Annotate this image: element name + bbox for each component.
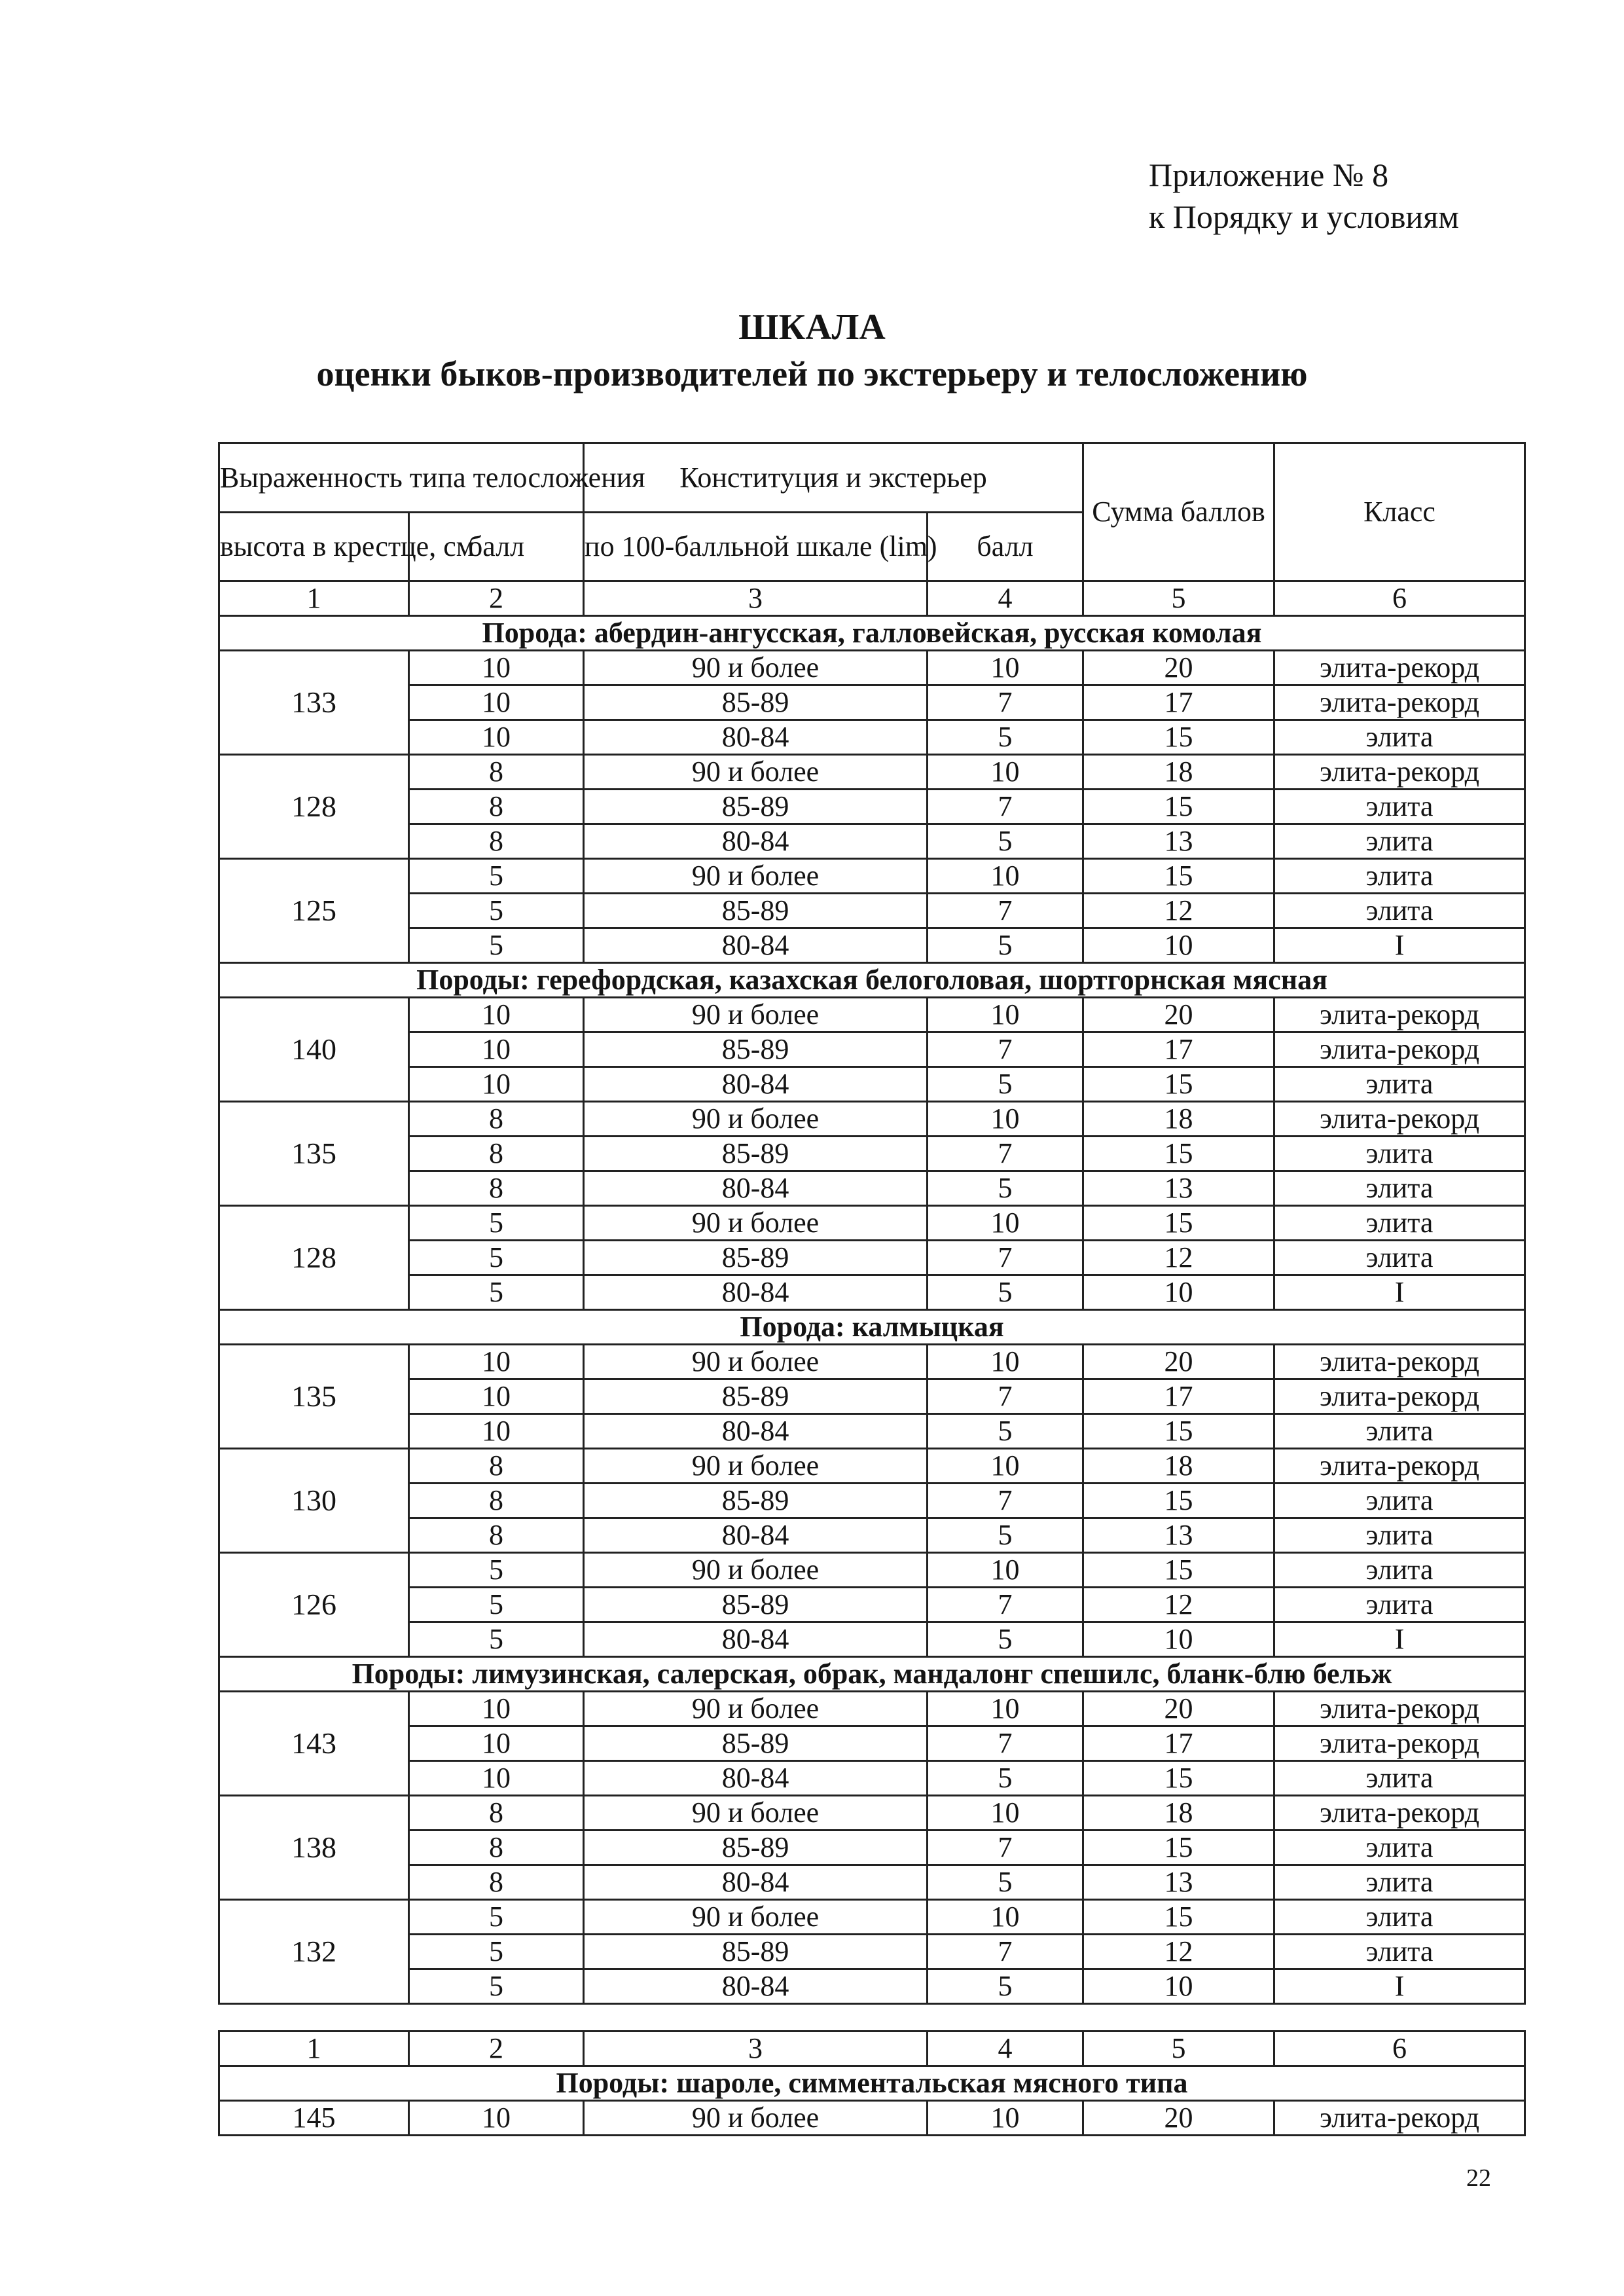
score-cell: 5 — [409, 1553, 584, 1588]
scale-cell: 85-89 — [584, 1137, 928, 1171]
scale-cell: 85-89 — [584, 1831, 928, 1865]
score2-cell: 10 — [928, 651, 1083, 685]
score-cell: 10 — [409, 1726, 584, 1761]
document-subtitle: оценки быков-производителей по экстерьеру и телосложению — [316, 354, 1308, 393]
total-cell: 20 — [1083, 1345, 1274, 1379]
table-row — [219, 1935, 1525, 1969]
class-cell: элита-рекорд — [1274, 685, 1525, 720]
total-cell: 20 — [1083, 998, 1274, 1032]
table-row — [219, 685, 1525, 720]
scale-cell: 80-84 — [584, 1067, 928, 1102]
continuation-table — [218, 2030, 1526, 2136]
score2-cell: 10 — [928, 2101, 1083, 2136]
class-cell: элита — [1274, 1831, 1525, 1865]
table-row — [219, 894, 1525, 928]
column-number: 1 — [219, 581, 409, 616]
table-row — [219, 859, 1525, 894]
total-cell: 18 — [1083, 1102, 1274, 1137]
column-number: 5 — [1083, 581, 1274, 616]
table-row — [219, 1484, 1525, 1518]
scale-cell: 80-84 — [584, 1414, 928, 1449]
score-cell: 5 — [409, 1206, 584, 1241]
scale-cell: 85-89 — [584, 894, 928, 928]
scale-cell: 90 и более — [584, 1553, 928, 1588]
table-row — [219, 1865, 1525, 1900]
table-row — [219, 1518, 1525, 1553]
score-cell: 8 — [409, 1102, 584, 1137]
column-number: 2 — [409, 2032, 584, 2066]
score2-cell: 5 — [928, 1865, 1083, 1900]
score-cell: 10 — [409, 1032, 584, 1067]
total-cell: 15 — [1083, 1206, 1274, 1241]
score-cell: 10 — [409, 720, 584, 755]
class-cell: элита-рекорд — [1274, 1379, 1525, 1414]
score2-cell: 10 — [928, 859, 1083, 894]
scale-cell: 90 и более — [584, 1345, 928, 1379]
score2-cell: 7 — [928, 1379, 1083, 1414]
score-cell: 5 — [409, 1935, 584, 1969]
header-body-type: Выраженность типа телосложения — [219, 443, 584, 513]
total-cell: 18 — [1083, 1449, 1274, 1484]
height-cell: 128 — [219, 755, 409, 859]
score2-cell: 5 — [928, 824, 1083, 859]
score-cell: 5 — [409, 1969, 584, 2004]
score2-cell: 5 — [928, 1761, 1083, 1796]
score2-cell: 7 — [928, 1137, 1083, 1171]
total-cell: 17 — [1083, 685, 1274, 720]
total-cell: 12 — [1083, 1241, 1274, 1275]
score-cell: 10 — [409, 2101, 584, 2136]
class-cell: элита — [1274, 894, 1525, 928]
scale-cell: 85-89 — [584, 1241, 928, 1275]
table-row — [219, 998, 1525, 1032]
class-cell: элита — [1274, 1206, 1525, 1241]
height-cell: 132 — [219, 1900, 409, 2004]
breed-row: Порода: калмыцкая — [219, 1310, 1525, 1345]
height-cell: 145 — [219, 2101, 409, 2136]
height-cell: 135 — [219, 1102, 409, 1206]
total-cell: 17 — [1083, 1726, 1274, 1761]
total-cell: 17 — [1083, 1379, 1274, 1414]
total-cell: 12 — [1083, 894, 1274, 928]
table-row — [219, 755, 1525, 790]
score-cell: 8 — [409, 1171, 584, 1206]
total-cell: 15 — [1083, 720, 1274, 755]
score2-cell: 10 — [928, 1102, 1083, 1137]
score2-cell: 10 — [928, 1449, 1083, 1484]
score2-cell: 7 — [928, 1484, 1083, 1518]
breed-row: Породы: герефордская, казахская белоголовая, шортгорнская мясная — [219, 963, 1525, 998]
total-cell: 15 — [1083, 1137, 1274, 1171]
table-row — [219, 1553, 1525, 1588]
height-cell: 143 — [219, 1692, 409, 1796]
table-row — [219, 1032, 1525, 1067]
total-cell: 15 — [1083, 1761, 1274, 1796]
scale-cell: 90 и более — [584, 1796, 928, 1831]
class-cell: элита — [1274, 1553, 1525, 1588]
table-row — [219, 1831, 1525, 1865]
scale-cell: 90 и более — [584, 755, 928, 790]
scale-cell: 90 и более — [584, 1102, 928, 1137]
class-cell: элита — [1274, 790, 1525, 824]
scale-cell: 80-84 — [584, 1518, 928, 1553]
table-row — [219, 1137, 1525, 1171]
scale-cell: 80-84 — [584, 1275, 928, 1310]
class-cell: элита — [1274, 720, 1525, 755]
score2-cell: 5 — [928, 1414, 1083, 1449]
total-cell: 10 — [1083, 1969, 1274, 2004]
table-row — [219, 1414, 1525, 1449]
column-number: 4 — [928, 2032, 1083, 2066]
header-score: балл — [409, 513, 584, 581]
header-constitution: Конституция и экстерьер — [584, 443, 1083, 513]
height-cell: 133 — [219, 651, 409, 755]
score2-cell: 5 — [928, 1518, 1083, 1553]
total-cell: 15 — [1083, 1831, 1274, 1865]
class-cell: элита-рекорд — [1274, 1796, 1525, 1831]
score-cell: 8 — [409, 1484, 584, 1518]
class-cell: элита — [1274, 1900, 1525, 1935]
scale-cell: 90 и более — [584, 1692, 928, 1726]
score2-cell: 10 — [928, 1553, 1083, 1588]
score-cell: 5 — [409, 1588, 584, 1622]
score2-cell: 7 — [928, 685, 1083, 720]
class-cell: элита — [1274, 1935, 1525, 1969]
score-cell: 5 — [409, 928, 584, 963]
scale-cell: 85-89 — [584, 1935, 928, 1969]
scale-cell: 85-89 — [584, 685, 928, 720]
table-row — [219, 1275, 1525, 1310]
column-number: 1 — [219, 2032, 409, 2066]
appendix-note — [1149, 154, 1574, 238]
total-cell: 15 — [1083, 1067, 1274, 1102]
score-cell: 8 — [409, 1796, 584, 1831]
breed-row: Порода: абердин-ангусская, галловейская, русская комолая — [219, 616, 1525, 651]
total-cell: 20 — [1083, 2101, 1274, 2136]
class-cell: элита-рекорд — [1274, 1692, 1525, 1726]
score2-cell: 7 — [928, 1726, 1083, 1761]
score2-cell: 10 — [928, 1692, 1083, 1726]
table-row — [219, 1345, 1525, 1379]
table-row — [219, 1622, 1525, 1657]
page-number: 22 — [1466, 2164, 1491, 2192]
header-score-2: балл — [928, 513, 1083, 581]
score-cell: 5 — [409, 1275, 584, 1310]
scale-cell: 80-84 — [584, 928, 928, 963]
class-cell: элита-рекорд — [1274, 2101, 1525, 2136]
table-row — [219, 1969, 1525, 2004]
score-cell: 8 — [409, 755, 584, 790]
total-cell: 12 — [1083, 1935, 1274, 1969]
table-row — [219, 1171, 1525, 1206]
total-cell: 10 — [1083, 1275, 1274, 1310]
table-row — [219, 1379, 1525, 1414]
class-cell: элита — [1274, 1588, 1525, 1622]
total-cell: 10 — [1083, 1622, 1274, 1657]
scale-cell: 80-84 — [584, 1969, 928, 2004]
score-cell: 10 — [409, 1345, 584, 1379]
class-cell: элита — [1274, 1761, 1525, 1796]
table-row — [219, 1102, 1525, 1137]
height-cell: 126 — [219, 1553, 409, 1657]
score2-cell: 5 — [928, 1275, 1083, 1310]
class-cell: элита — [1274, 824, 1525, 859]
class-cell: элита — [1274, 1171, 1525, 1206]
score-cell: 8 — [409, 1137, 584, 1171]
score-cell: 10 — [409, 651, 584, 685]
total-cell: 15 — [1083, 1553, 1274, 1588]
scale-cell: 85-89 — [584, 1588, 928, 1622]
table-row — [219, 790, 1525, 824]
class-cell: элита-рекорд — [1274, 1449, 1525, 1484]
height-cell: 138 — [219, 1796, 409, 1900]
height-cell: 140 — [219, 998, 409, 1102]
score2-cell: 7 — [928, 1032, 1083, 1067]
table-row — [219, 1588, 1525, 1622]
total-cell: 15 — [1083, 790, 1274, 824]
total-cell: 15 — [1083, 859, 1274, 894]
class-cell: элита — [1274, 859, 1525, 894]
header-scale: по 100-балльной шкале (lim) — [584, 513, 928, 581]
score-cell: 10 — [409, 685, 584, 720]
header-height: высота в крестце, см — [219, 513, 409, 581]
class-cell: элита — [1274, 1241, 1525, 1275]
scale-cell: 80-84 — [584, 1171, 928, 1206]
class-cell: I — [1274, 1275, 1525, 1310]
score-cell: 5 — [409, 1622, 584, 1657]
score-cell: 8 — [409, 1831, 584, 1865]
score-cell: 5 — [409, 1241, 584, 1275]
class-cell: элита-рекорд — [1274, 1102, 1525, 1137]
scale-cell: 80-84 — [584, 720, 928, 755]
scale-cell: 80-84 — [584, 1865, 928, 1900]
scale-cell: 90 и более — [584, 1206, 928, 1241]
height-cell: 128 — [219, 1206, 409, 1310]
header-total: Сумма баллов — [1083, 443, 1274, 581]
score-cell: 8 — [409, 790, 584, 824]
score2-cell: 5 — [928, 1067, 1083, 1102]
class-cell: элита-рекорд — [1274, 651, 1525, 685]
score2-cell: 5 — [928, 1171, 1083, 1206]
scale-cell: 90 и более — [584, 1449, 928, 1484]
scale-cell: 90 и более — [584, 651, 928, 685]
table-row — [219, 1761, 1525, 1796]
class-cell: элита-рекорд — [1274, 1032, 1525, 1067]
column-number: 6 — [1274, 581, 1525, 616]
score-cell: 10 — [409, 1761, 584, 1796]
score-cell: 10 — [409, 1067, 584, 1102]
scale-cell: 90 и более — [584, 859, 928, 894]
table-row — [219, 824, 1525, 859]
score2-cell: 10 — [928, 1796, 1083, 1831]
document-title: ШКАЛА — [738, 307, 886, 348]
scale-cell: 90 и более — [584, 1900, 928, 1935]
score-cell: 5 — [409, 859, 584, 894]
class-cell: элита-рекорд — [1274, 1345, 1525, 1379]
score-cell: 5 — [409, 1900, 584, 1935]
class-cell: элита — [1274, 1414, 1525, 1449]
table-row — [219, 1206, 1525, 1241]
total-cell: 20 — [1083, 1692, 1274, 1726]
class-cell: элита — [1274, 1484, 1525, 1518]
table-row — [219, 1449, 1525, 1484]
class-cell: элита-рекорд — [1274, 755, 1525, 790]
table-row — [219, 1900, 1525, 1935]
scale-cell: 85-89 — [584, 790, 928, 824]
height-cell: 125 — [219, 859, 409, 963]
total-cell: 15 — [1083, 1900, 1274, 1935]
total-cell: 18 — [1083, 1796, 1274, 1831]
class-cell: элита — [1274, 1518, 1525, 1553]
score-cell: 10 — [409, 1692, 584, 1726]
total-cell: 10 — [1083, 928, 1274, 963]
score-cell: 8 — [409, 1449, 584, 1484]
breed-row: Породы: шароле, симментальская мясного типа — [219, 2066, 1525, 2101]
class-cell: элита — [1274, 1067, 1525, 1102]
class-cell: I — [1274, 928, 1525, 963]
total-cell: 18 — [1083, 755, 1274, 790]
score-cell: 5 — [409, 894, 584, 928]
total-cell: 13 — [1083, 824, 1274, 859]
table-row — [219, 928, 1525, 963]
height-cell: 135 — [219, 1345, 409, 1449]
table-row — [219, 1796, 1525, 1831]
score-cell: 10 — [409, 1414, 584, 1449]
breed-row: Породы: лимузинская, салерская, обрак, мандалонг спешилс, бланк-блю бельж — [219, 1657, 1525, 1692]
header-class: Класс — [1274, 443, 1525, 581]
score2-cell: 10 — [928, 1206, 1083, 1241]
total-cell: 15 — [1083, 1414, 1274, 1449]
class-cell: элита-рекорд — [1274, 1726, 1525, 1761]
score2-cell: 5 — [928, 720, 1083, 755]
table-row — [219, 651, 1525, 685]
score2-cell: 7 — [928, 790, 1083, 824]
scale-cell: 80-84 — [584, 1761, 928, 1796]
score2-cell: 7 — [928, 1241, 1083, 1275]
class-cell: элита — [1274, 1865, 1525, 1900]
total-cell: 12 — [1083, 1588, 1274, 1622]
score-cell: 8 — [409, 1865, 584, 1900]
class-cell: элита-рекорд — [1274, 998, 1525, 1032]
height-cell: 130 — [219, 1449, 409, 1553]
scale-cell: 85-89 — [584, 1726, 928, 1761]
class-cell: I — [1274, 1969, 1525, 2004]
table-row — [219, 1726, 1525, 1761]
total-cell: 17 — [1083, 1032, 1274, 1067]
score-cell: 10 — [409, 998, 584, 1032]
score2-cell: 10 — [928, 1345, 1083, 1379]
total-cell: 13 — [1083, 1171, 1274, 1206]
scale-cell: 80-84 — [584, 824, 928, 859]
scale-cell: 85-89 — [584, 1032, 928, 1067]
class-cell: элита — [1274, 1137, 1525, 1171]
total-cell: 15 — [1083, 1484, 1274, 1518]
appendix-number: Приложение № 8 — [1149, 156, 1389, 193]
total-cell: 13 — [1083, 1518, 1274, 1553]
score2-cell: 5 — [928, 1622, 1083, 1657]
total-cell: 20 — [1083, 651, 1274, 685]
scale-cell: 90 и более — [584, 998, 928, 1032]
score2-cell: 7 — [928, 894, 1083, 928]
score2-cell: 5 — [928, 928, 1083, 963]
column-number: 3 — [584, 581, 928, 616]
score2-cell: 7 — [928, 1935, 1083, 1969]
class-cell: I — [1274, 1622, 1525, 1657]
score2-cell: 7 — [928, 1588, 1083, 1622]
total-cell: 13 — [1083, 1865, 1274, 1900]
column-number: 3 — [584, 2032, 928, 2066]
column-number: 4 — [928, 581, 1083, 616]
table-row — [219, 1067, 1525, 1102]
table-row — [219, 1241, 1525, 1275]
column-number: 5 — [1083, 2032, 1274, 2066]
table-row — [219, 1692, 1525, 1726]
appendix-reference: к Порядку и условиям — [1149, 198, 1459, 235]
score2-cell: 10 — [928, 1900, 1083, 1935]
score-cell: 8 — [409, 824, 584, 859]
score2-cell: 7 — [928, 1831, 1083, 1865]
column-number: 6 — [1274, 2032, 1525, 2066]
score2-cell: 10 — [928, 755, 1083, 790]
scale-cell: 80-84 — [584, 1622, 928, 1657]
score2-cell: 10 — [928, 998, 1083, 1032]
scale-table — [218, 442, 1526, 2005]
scale-cell: 85-89 — [584, 1379, 928, 1414]
score-cell: 10 — [409, 1379, 584, 1414]
table-row — [219, 720, 1525, 755]
column-number: 2 — [409, 581, 584, 616]
score-cell: 8 — [409, 1518, 584, 1553]
score2-cell: 5 — [928, 1969, 1083, 2004]
scale-cell: 85-89 — [584, 1484, 928, 1518]
scale-cell: 90 и более — [584, 2101, 928, 2136]
